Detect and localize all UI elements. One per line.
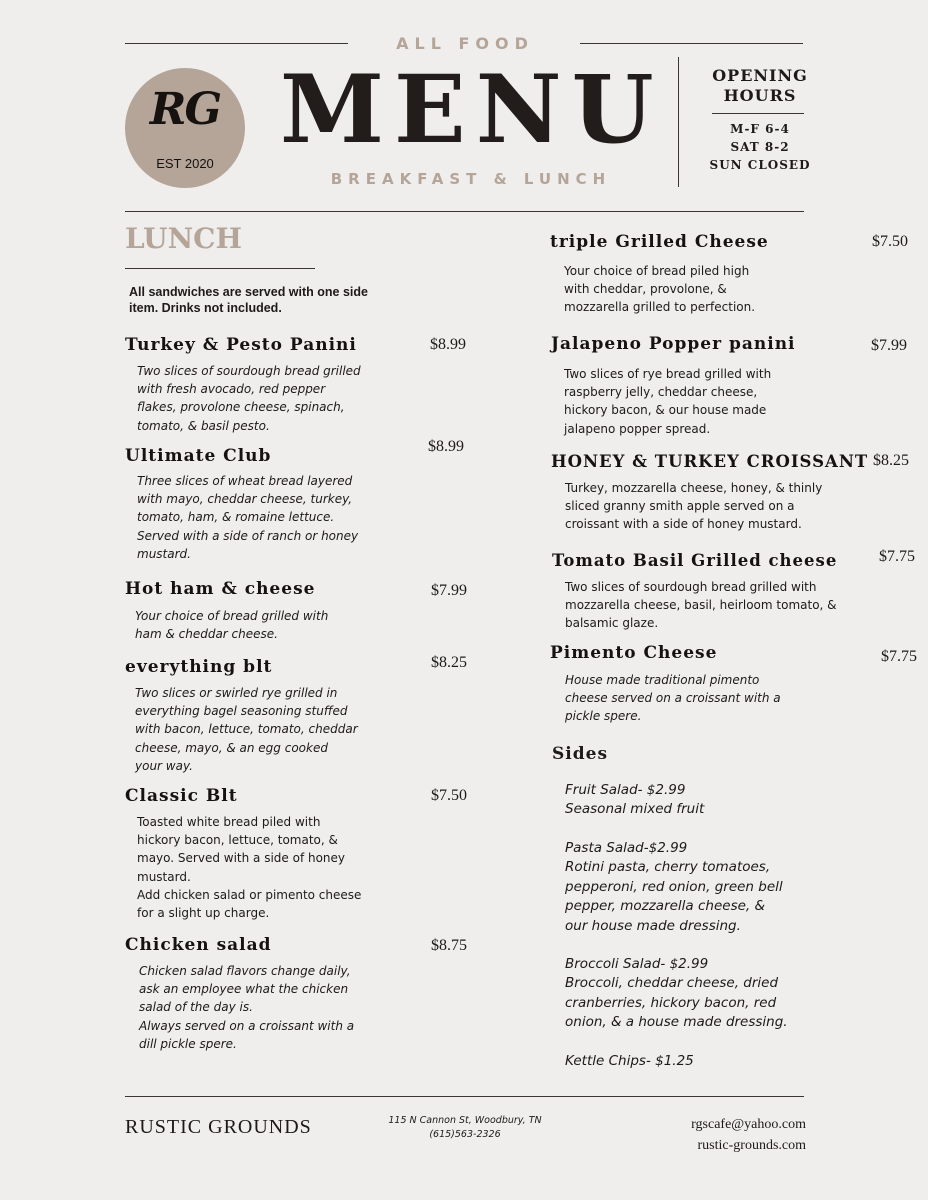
desc-line: hickory bacon, lettuce, tomato, & bbox=[137, 833, 338, 848]
hours-line: SUN CLOSED bbox=[709, 158, 811, 172]
desc-line: Always served on a croissant with a bbox=[139, 1018, 355, 1033]
desc-line: flakes, provolone cheese, spinach, bbox=[137, 400, 345, 415]
menu-item-desc bbox=[565, 578, 837, 633]
menu-item-price: $7.99 bbox=[431, 582, 467, 599]
menu-item-desc bbox=[137, 362, 361, 435]
desc-line: with fresh avocado, red pepper bbox=[137, 382, 326, 397]
logo bbox=[125, 68, 245, 188]
menu-item-name: Jalapeno Popper panini bbox=[551, 334, 796, 354]
menu-item-desc bbox=[135, 607, 328, 643]
section-title-lunch: LUNCH bbox=[125, 222, 242, 255]
desc-line: jalapeno popper spread. bbox=[564, 421, 711, 436]
desc-line: raspberry jelly, cheddar cheese, bbox=[564, 385, 758, 400]
footer-rule bbox=[125, 1096, 804, 1097]
desc-line: Add chicken salad or pimento cheese bbox=[137, 887, 362, 902]
menu-item-desc bbox=[137, 472, 358, 563]
header-bottom-rule bbox=[125, 211, 804, 212]
side-line: Kettle Chips- $1.25 bbox=[565, 1053, 694, 1069]
footer-address: 115 N Cannon St, Woodbury, TN bbox=[388, 1115, 542, 1126]
desc-line: Toasted white bread piled with bbox=[137, 815, 321, 829]
menu-item-desc bbox=[565, 671, 781, 726]
desc-line: your way. bbox=[135, 758, 193, 773]
hours-line: SAT 8-2 bbox=[730, 140, 790, 154]
menu-item-price: $8.99 bbox=[430, 336, 466, 353]
menu-item-price: $7.99 bbox=[871, 337, 907, 354]
logo-monogram: RG bbox=[149, 84, 221, 135]
page-subtitle: BREAKFAST & LUNCH bbox=[330, 170, 612, 188]
footer-website[interactable]: rustic-grounds.com bbox=[697, 1138, 806, 1153]
desc-line: Chicken salad flavors change daily, bbox=[139, 964, 351, 978]
desc-line: Two slices or swirled rye grilled in bbox=[135, 686, 338, 700]
side-line: Broccoli Salad- $2.99 bbox=[565, 956, 709, 972]
footer-contact bbox=[620, 1114, 806, 1156]
hours-list bbox=[700, 120, 820, 174]
desc-line: mozzarella cheese, basil, heirloom tomato, & bbox=[565, 598, 837, 613]
menu-item-price: $8.25 bbox=[431, 654, 467, 671]
desc-line: Two slices of rye bread grilled with bbox=[564, 367, 772, 381]
menu-item-name: Hot ham & cheese bbox=[125, 579, 316, 599]
desc-line: ask an employee what the chicken bbox=[139, 982, 349, 997]
desc-line: Two slices of sourdough bread grilled bbox=[137, 364, 361, 378]
menu-item-name: HONEY & TURKEY CROISSANT bbox=[551, 452, 869, 471]
logo-est: EST 2020 bbox=[156, 156, 214, 171]
menu-item-name: everything blt bbox=[125, 657, 273, 677]
menu-item-desc bbox=[565, 479, 822, 534]
intro-line: All sandwiches are served with one side bbox=[129, 285, 368, 299]
side-line: pepper, mozzarella cheese, & bbox=[565, 898, 766, 915]
desc-line: mozzarella grilled to perfection. bbox=[564, 300, 756, 315]
footer-business-name: RUSTIC GROUNDS bbox=[125, 1116, 312, 1138]
hours-rule bbox=[712, 113, 804, 114]
sides-group bbox=[565, 1052, 825, 1071]
desc-line: cheese, mayo, & an egg cooked bbox=[135, 740, 328, 755]
desc-line: ham & cheddar cheese. bbox=[135, 627, 278, 642]
desc-line: croissant with a side of honey mustard. bbox=[565, 517, 802, 532]
header-divider bbox=[678, 57, 679, 187]
desc-line: salad of the day is. bbox=[139, 1000, 253, 1015]
menu-item-price: $7.50 bbox=[872, 233, 908, 250]
sides-group bbox=[565, 781, 825, 820]
sides-group bbox=[565, 839, 825, 936]
side-line: Broccoli, cheddar cheese, dried bbox=[565, 975, 779, 992]
desc-line: balsamic glaze. bbox=[565, 616, 659, 631]
menu-item-name: Ultimate Club bbox=[125, 446, 272, 466]
desc-line: mayo. Served with a side of honey bbox=[137, 851, 346, 866]
desc-line: with mayo, cheddar cheese, turkey, bbox=[137, 492, 353, 507]
desc-line: everything bagel seasoning stuffed bbox=[135, 704, 348, 719]
menu-item-price: $7.75 bbox=[879, 548, 915, 565]
hours-title-line1: OPENING bbox=[712, 66, 808, 85]
menu-item-desc bbox=[564, 365, 771, 438]
menu-item-name: Turkey & Pesto Panini bbox=[125, 335, 357, 355]
side-line: onion, & a house made dressing. bbox=[565, 1014, 788, 1031]
header-rule-right bbox=[580, 43, 803, 44]
desc-line: Served with a side of ranch or honey bbox=[137, 528, 359, 543]
intro-line: item. Drinks not included. bbox=[129, 301, 282, 315]
desc-line: tomato, & basil pesto. bbox=[137, 418, 270, 433]
menu-item-price: $8.75 bbox=[431, 937, 467, 954]
desc-line: with bacon, lettuce, tomato, cheddar bbox=[135, 722, 358, 737]
menu-item-desc bbox=[137, 813, 361, 922]
side-line: our house made dressing. bbox=[565, 917, 741, 934]
hours-title bbox=[700, 66, 820, 106]
menu-item-name: Chicken salad bbox=[125, 935, 272, 955]
desc-line: Your choice of bread grilled with bbox=[135, 609, 329, 623]
top-label: ALL FOOD bbox=[396, 34, 534, 53]
desc-line: with cheddar, provolone, & bbox=[564, 282, 727, 297]
header-rule-left bbox=[125, 43, 348, 44]
desc-line: Two slices of sourdough bread grilled with bbox=[565, 580, 817, 594]
desc-line: hickory bacon, & our house made bbox=[564, 403, 767, 418]
footer-email[interactable]: rgscafe@yahoo.com bbox=[691, 1117, 806, 1132]
sides-group bbox=[565, 955, 825, 1033]
desc-line: mustard. bbox=[137, 546, 191, 561]
desc-line: Your choice of bread piled high bbox=[564, 264, 750, 278]
menu-item-desc bbox=[564, 262, 755, 317]
side-line: pepperoni, red onion, green bell bbox=[565, 878, 783, 895]
menu-item-name: Tomato Basil Grilled cheese bbox=[552, 551, 838, 570]
lunch-intro bbox=[129, 284, 389, 316]
desc-line: dill pickle spere. bbox=[139, 1036, 237, 1051]
lunch-rule bbox=[125, 268, 315, 269]
side-line: cranberries, hickory bacon, red bbox=[565, 994, 777, 1011]
menu-item-name: triple Grilled Cheese bbox=[550, 232, 769, 252]
side-line: Fruit Salad- $2.99 bbox=[565, 782, 686, 798]
desc-line: House made traditional pimento bbox=[565, 673, 760, 687]
sides-title: Sides bbox=[552, 744, 609, 764]
desc-line: cheese served on a croissant with a bbox=[565, 691, 781, 706]
menu-item-desc bbox=[135, 684, 358, 775]
menu-item-price: $7.50 bbox=[431, 787, 467, 804]
page-title: MENU bbox=[280, 55, 664, 165]
side-line: Seasonal mixed fruit bbox=[565, 801, 705, 818]
desc-line: Turkey, mozzarella cheese, honey, & thinly bbox=[565, 481, 823, 495]
side-line: Pasta Salad-$2.99 bbox=[565, 840, 688, 856]
hours-line: M-F 6-4 bbox=[730, 122, 790, 136]
desc-line: Three slices of wheat bread layered bbox=[137, 474, 353, 488]
footer-phone: (615)563-2326 bbox=[429, 1129, 501, 1140]
desc-line: pickle spere. bbox=[565, 709, 642, 724]
menu-item-name: Classic Blt bbox=[125, 786, 238, 806]
desc-line: sliced granny smith apple served on a bbox=[565, 499, 795, 514]
menu-item-name: Pimento Cheese bbox=[550, 643, 718, 663]
hours-title-line2: HOURS bbox=[723, 86, 797, 105]
desc-line: tomato, ham, & romaine lettuce. bbox=[137, 510, 335, 525]
menu-item-price: $8.99 bbox=[428, 438, 464, 455]
desc-line: for a slight up charge. bbox=[137, 906, 270, 921]
menu-item-price: $7.75 bbox=[881, 648, 917, 665]
side-line: Rotini pasta, cherry tomatoes, bbox=[565, 859, 771, 876]
desc-line: mustard. bbox=[137, 869, 191, 884]
footer-address-block bbox=[370, 1114, 560, 1142]
menu-item-price: $8.25 bbox=[873, 452, 909, 469]
menu-item-desc bbox=[139, 962, 354, 1053]
